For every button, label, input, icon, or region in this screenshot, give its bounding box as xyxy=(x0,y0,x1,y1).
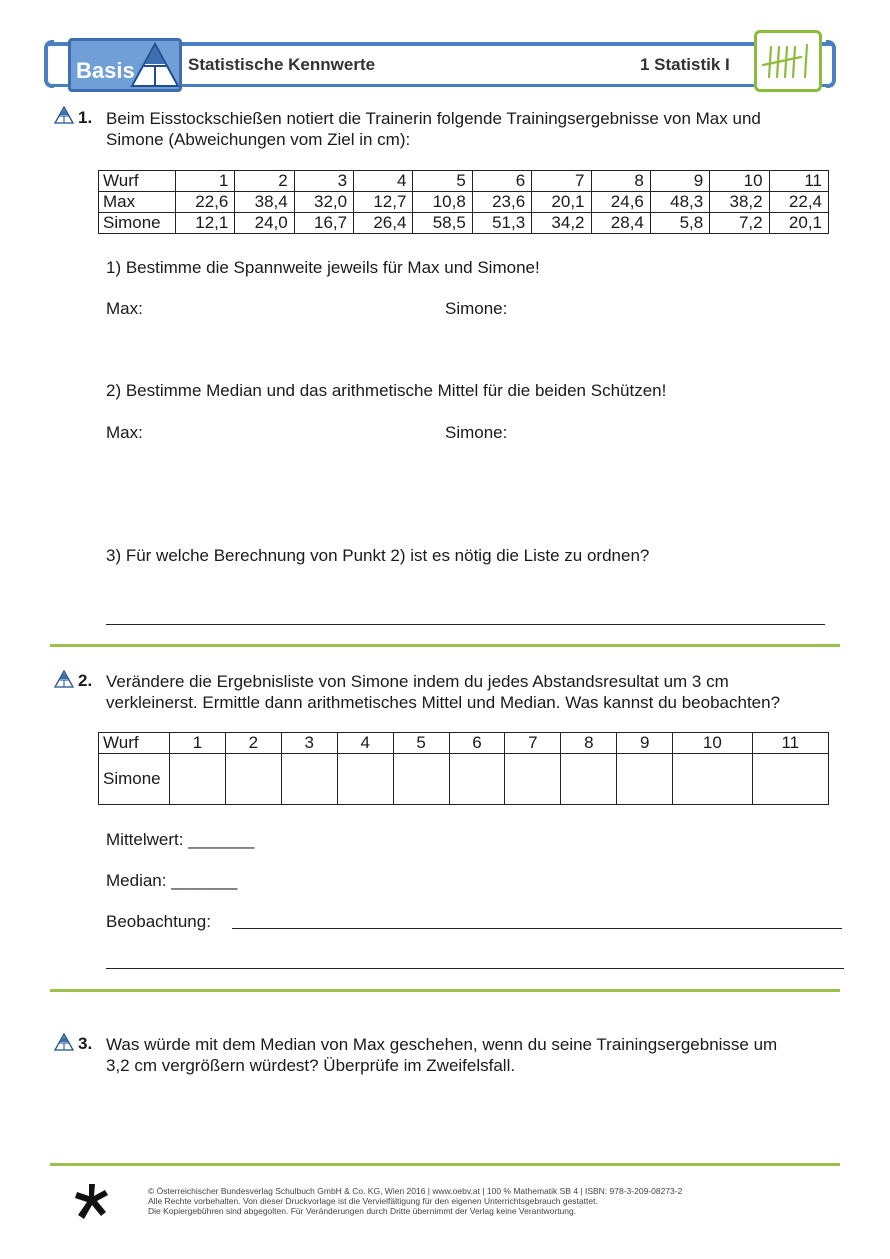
table-row xyxy=(99,192,829,213)
table-cell: 16,7 xyxy=(294,213,353,234)
answer-line[interactable] xyxy=(106,968,844,969)
table-cell: 1 xyxy=(170,733,226,754)
answer-cell[interactable] xyxy=(225,754,281,805)
table-cell: 7,2 xyxy=(710,213,769,234)
table-cell: 32,0 xyxy=(294,192,353,213)
table-cell: 11 xyxy=(769,171,828,192)
table-row xyxy=(99,171,829,192)
task2-line2: verkleinerst. Ermittle dann arithmetisches Mittel und Median. Was kannst du beobachten? xyxy=(106,693,781,712)
answer-cell[interactable] xyxy=(752,754,828,805)
answer-cell[interactable] xyxy=(561,754,617,805)
table-cell: 5,8 xyxy=(650,213,709,234)
table-cell: 22,6 xyxy=(176,192,235,213)
table-cell: 3 xyxy=(294,171,353,192)
table-cell: 12,7 xyxy=(354,192,413,213)
task1-q1-max-label: Max: xyxy=(106,299,143,318)
beobachtung-label: Beobachtung: xyxy=(106,912,211,931)
task1-intro-line2: Simone (Abweichungen vom Ziel in cm): xyxy=(106,130,411,149)
task1-q2-simone-label: Simone: xyxy=(445,423,508,442)
task1-data-table xyxy=(98,170,829,234)
section-divider xyxy=(50,644,840,647)
table-cell: 51,3 xyxy=(472,213,531,234)
table-cell: 38,4 xyxy=(235,192,294,213)
table-cell: 5 xyxy=(413,171,472,192)
page-title: Statistische Kennwerte xyxy=(188,55,376,74)
copyright-line3: Die Kopiergebühren sind abgegolten. Für Veränderungen durch Dritte übernimmt der Verlag keine Verantwortung. xyxy=(148,1206,577,1216)
task2-line1: Verändere die Ergebnisliste von Simone indem du jedes Abstandsresultat um 3 cm xyxy=(106,672,729,691)
task1-q2-max-label: Max: xyxy=(106,423,143,442)
table-cell: 10 xyxy=(673,733,752,754)
table-cell: 7 xyxy=(505,733,561,754)
table-cell: 2 xyxy=(225,733,281,754)
table-cell: 10 xyxy=(710,171,769,192)
tally-marks-icon xyxy=(754,30,822,92)
table-cell: 4 xyxy=(337,733,393,754)
table-cell: 8 xyxy=(561,733,617,754)
table-cell: Wurf xyxy=(99,733,170,754)
task1-question2: 2) Bestimme Median und das arithmetische Mittel für die beiden Schützen! xyxy=(106,381,667,400)
table-cell: 11 xyxy=(752,733,828,754)
mittelwert-field[interactable]: Mittelwert: _______ xyxy=(106,830,255,849)
header-left-bracket xyxy=(44,40,54,88)
table-cell: 4 xyxy=(354,171,413,192)
table-cell: 23,6 xyxy=(472,192,531,213)
table-cell: 7 xyxy=(532,171,591,192)
table-cell: 34,2 xyxy=(532,213,591,234)
answer-line[interactable] xyxy=(106,624,825,625)
answer-cell[interactable] xyxy=(337,754,393,805)
table-cell: 10,8 xyxy=(413,192,472,213)
table-cell: 24,6 xyxy=(591,192,650,213)
table-cell: 20,1 xyxy=(532,192,591,213)
answer-cell[interactable] xyxy=(170,754,226,805)
task1-q1-simone-label: Simone: xyxy=(445,299,508,318)
answer-cell[interactable] xyxy=(617,754,673,805)
section-divider xyxy=(50,989,840,992)
table-cell: 1 xyxy=(176,171,235,192)
table-cell: 6 xyxy=(472,171,531,192)
chapter-title: 1 Statistik I xyxy=(640,55,730,74)
answer-cell[interactable] xyxy=(505,754,561,805)
difficulty-icon xyxy=(54,1033,74,1056)
table-cell: 3 xyxy=(281,733,337,754)
table-cell: 26,4 xyxy=(354,213,413,234)
table-row xyxy=(99,754,829,805)
task1-question3: 3) Für welche Berechnung von Punkt 2) ist es nötig die Liste zu ordnen? xyxy=(106,546,650,565)
table-cell: 22,4 xyxy=(769,192,828,213)
task1-intro-line1: Beim Eisstockschießen notiert die Trainerin folgende Trainingsergebnisse von Max und xyxy=(106,109,761,128)
table-cell: Simone xyxy=(99,213,176,234)
answer-cell[interactable] xyxy=(449,754,505,805)
footer-divider xyxy=(50,1163,840,1166)
table-cell: 28,4 xyxy=(591,213,650,234)
table-cell: 48,3 xyxy=(650,192,709,213)
table-cell: 24,0 xyxy=(235,213,294,234)
table-cell: 9 xyxy=(650,171,709,192)
task2-input-table xyxy=(98,732,829,805)
table-row xyxy=(99,213,829,234)
table-cell: 8 xyxy=(591,171,650,192)
task1-question1: 1) Bestimme die Spannweite jeweils für Max und Simone! xyxy=(106,258,540,277)
header-right-bracket xyxy=(826,40,836,88)
table-cell: Max xyxy=(99,192,176,213)
answer-cell[interactable] xyxy=(673,754,752,805)
table-cell: 6 xyxy=(449,733,505,754)
answer-cell[interactable] xyxy=(393,754,449,805)
table-cell: Simone xyxy=(99,754,170,805)
task1-number: 1. xyxy=(78,108,93,127)
answer-line[interactable] xyxy=(232,928,842,929)
table-cell: 38,2 xyxy=(710,192,769,213)
table-cell: Wurf xyxy=(99,171,176,192)
basis-label: Basis xyxy=(76,58,135,83)
table-row xyxy=(99,733,829,754)
copyright-notice xyxy=(148,1186,682,1216)
table-cell: 5 xyxy=(393,733,449,754)
basis-triangle-icon xyxy=(130,42,180,93)
table-cell: 20,1 xyxy=(769,213,828,234)
publisher-logo-icon xyxy=(72,1182,112,1227)
median-field[interactable]: Median: _______ xyxy=(106,871,238,890)
difficulty-icon xyxy=(54,670,74,693)
copyright-line1: © Österreichischer Bundesverlag Schulbuch GmbH & Co. KG, Wien 2016 | www.oebv.at | 100 % Mathematik SB 4 | ISBN: 978-3-209-08273-2 xyxy=(148,1186,683,1196)
table-cell: 9 xyxy=(617,733,673,754)
difficulty-icon xyxy=(54,106,74,129)
task2-number: 2. xyxy=(78,671,93,690)
table-cell: 2 xyxy=(235,171,294,192)
answer-cell[interactable] xyxy=(281,754,337,805)
task3-number: 3. xyxy=(78,1034,93,1053)
task3-line1: Was würde mit dem Median von Max geschehen, wenn du seine Trainingsergebnisse um xyxy=(106,1035,778,1054)
table-cell: 58,5 xyxy=(413,213,472,234)
copyright-line2: Alle Rechte vorbehalten. Von dieser Druckvorlage ist die Vervielfältigung für den eigenen Unterrichtsgebrauch gestattet. xyxy=(148,1196,598,1206)
table-cell: 12,1 xyxy=(176,213,235,234)
task3-line2: 3,2 cm vergrößern würdest? Überprüfe im Zweifelsfall. xyxy=(106,1056,516,1075)
